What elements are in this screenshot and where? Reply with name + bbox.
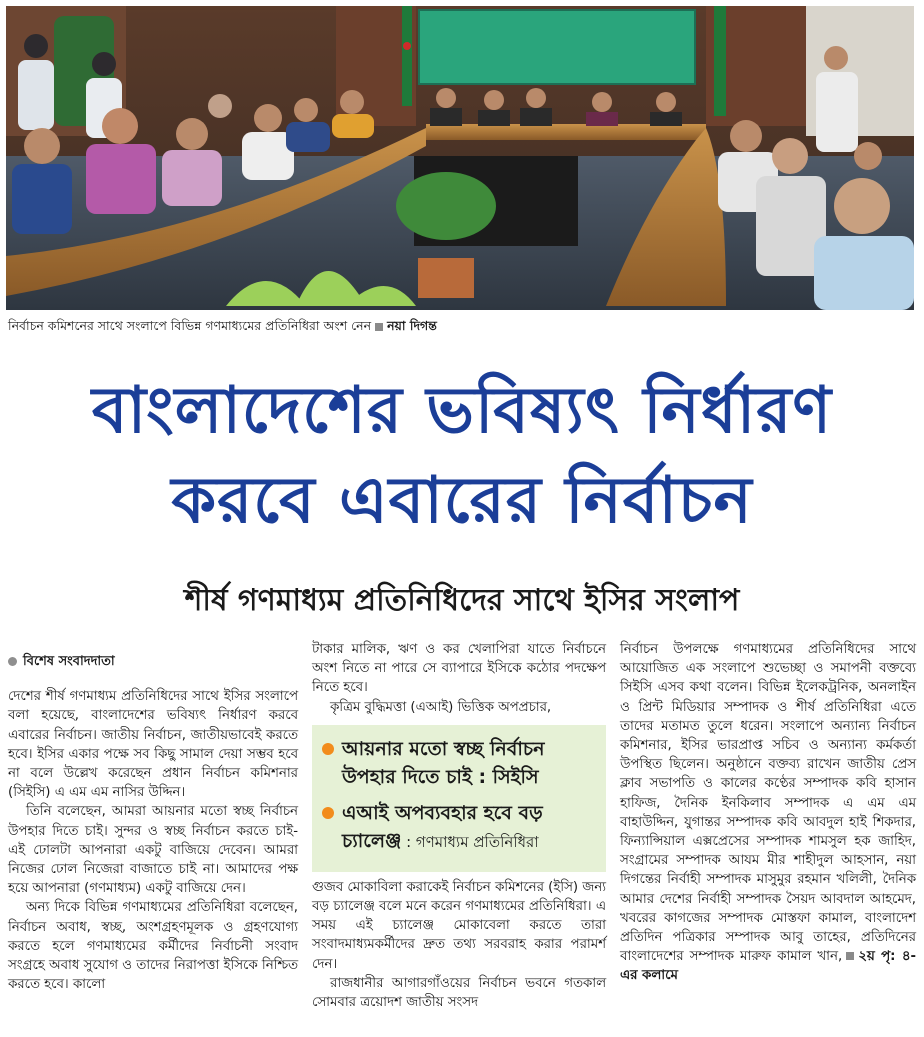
article-column-1 (8, 640, 298, 994)
paragraph: টাকার মালিক, ঋণ ও কর খেলাপিরা যাতে নির্বাচনে অংশ নিতে না পারে সে ব্যাপারে ইসিকে কঠোর পদক্ষেপ নিতে হবে। (312, 642, 606, 696)
meeting-room-illustration (6, 6, 914, 310)
photo-credit: নয়া দিগন্ত (387, 318, 437, 333)
paragraph: কৃত্রিম বুদ্ধিমত্তা (এআই) ভিত্তিক অপপ্রচার, (330, 699, 552, 715)
byline (8, 652, 298, 671)
orange-bullet-icon (322, 743, 334, 755)
byline-bullet-icon (8, 657, 17, 666)
highlight-attribution: : সিইসি (471, 765, 539, 788)
orange-bullet-icon (322, 807, 334, 819)
paragraph: অন্য দিকে বিভিন্ন গণমাধ্যমের প্রতিনিধিরা বলেছেন, নির্বাচন অবাধ, স্বচ্ছ, অংশগ্রহণমূলক ও গ্রহণযোগ্য করতে হলে গণমাধ্যমের কর্মীদের নির্বাচনী সংবাদ সংগ্রহে অবাধ সুযোগ ও তাদের নিরাপত্তা ইসিকে নিশ্চিত করতে হবে। কালো (8, 900, 298, 993)
paragraph (620, 640, 916, 986)
news-photo (6, 6, 914, 310)
continued-note[interactable]: ২য় পৃ: ৪-এর কলামে (620, 949, 916, 984)
highlight-quote: এআই অপব্যবহার হবে বড় চ্যালেঞ্জ (342, 801, 543, 852)
byline-text: বিশেষ সংবাদদাতা (23, 654, 115, 669)
highlight-quote: আয়নার মতো স্বচ্ছ নির্বাচন উপহার দিতে চাই (342, 737, 545, 788)
article-column-3 (620, 640, 916, 986)
paragraph: দেশের শীর্ষ গণমাধ্যম প্রতিনিধিদের সাথে ইসির সংলাপে বলা হয়েছে, বাংলাদেশের ভবিষ্যৎ নির্ধারণ করবে এবারের নির্বাচন। জাতীয় নির্বাচন, জাতীয়ভাবেই করতে হবে। ইসির একার পক্ষে সব কিছু সামাল দেয়া সম্ভব হবে না বলে উল্লেখ করেছেন প্রধান নির্বাচন কমিশনার (সিইসি) এ এম এম নাসির উদ্দিন। (8, 689, 298, 801)
continued-marker-icon (846, 952, 854, 960)
paragraph: রাজধানীর আগারগাঁওয়ের নির্বাচন ভবনে গতকাল সোমবার ত্রয়োদশ জাতীয় সংসদ (312, 975, 606, 1011)
headline-line-1: বাংলাদেশের ভবিষ্যৎ নির্ধারণ (91, 374, 833, 448)
subheadline: শীর্ষ গণমাধ্যম প্রতিনিধিদের সাথে ইসির সংলাপ (184, 583, 740, 618)
caption-text: নির্বাচন কমিশনের সাথে সংলাপে বিভিন্ন গণমাধ্যমের প্রতিনিধিরা অংশ নেন (8, 318, 372, 333)
paragraph: তিনি বলেছেন, আমরা আয়নার মতো স্বচ্ছ নির্বাচন উপহার দিতে চাই। সুন্দর ও স্বচ্ছ নির্বাচন করতে চাই- এই ঢোলটা আপনারা একটু বাজিয়ে দেবেন। আমরা নিজের ঢোল নিজেরা বাজাতে চাই না। আমাদের পক্ষ হয়ে আপনারা (গণমাধ্যম) একটু বাজিয়ে দেন। (8, 804, 298, 897)
headline-line-2: করবে এবারের নির্বাচন (171, 464, 753, 538)
highlight-attribution: : গণমাধ্যম প্রতিনিধিরা (401, 832, 539, 851)
paragraph-text: নির্বাচন উপলক্ষে গণমাধ্যমের প্রতিনিধিদের সাথে আয়োজিত এক সংলাপে শুভেচ্ছা ও সমাপনী বক্তব্যে সিইসি এসব কথা বলেন। বিভিন্ন ইলেকট্রনিক, অনলাইন ও প্রিন্ট মিডিয়ার সম্পাদক ও শীর্ষ প্রতিনিধিরা এতে তাদের মতামত তুলে ধরেন। সংলাপে অন্যান্য নির্বাচন কমিশনার, ইসির ভারপ্রাপ্ত সচিব ও অন্যান্য কর্মকর্তা উপস্থিত ছিলেন। অনুষ্ঠানে বক্তব্য রাখেন জাতীয় প্রেস ক্লাব সভাপতি ও কালের কণ্ঠের সম্পাদক কবি হাসান হাফিজ, দৈনিক ইনকিলাব সম্পাদক এ এম এম বাহাউদ্দিন, যুগান্তর সম্পাদক কবি আবদুল হাই শিকদার, ফিন্যান্সিয়াল এক্সপ্রেসের সম্পাদক শামসুল হক জাহিদ, সংগ্রামের সম্পাদক আযম মীর শাহীদুল আহসান, নয়া দিগন্তের নির্বাহী সম্পাদক মাসুমুর রহমান খলিলী, দৈনিক আমার দেশের নির্বাহী সম্পাদক সৈয়দ আবদাল আহমেদ, খবরের কাগজের সম্পাদক মোস্তফা কামাল, বাংলাদেশ প্রতিদিন পত্রিকার সম্পাদক আবু তাহের, প্রতিদিনের বাংলাদেশের সম্পাদক মারুফ কামাল খান, (620, 642, 916, 965)
paragraph: গুজব মোকাবিলা করাকেই নির্বাচন কমিশনের (ইসি) জন্য বড় চ্যালেঞ্জ বলে মনে করেন গণমাধ্যমের প্রতিনিধিরা। এ সময় এই চ্যালেঞ্জ মোকাবেলা করতে তারা সংবাদমাধ্যমকর্মীদের দ্রুত তথ্য সরবরাহ করার পরামর্শ দেন। (312, 879, 606, 972)
caption-separator-icon (375, 323, 383, 331)
highlight-item (322, 799, 598, 856)
highlight-item (322, 735, 598, 791)
highlight-box (312, 725, 606, 872)
photo-caption (8, 318, 916, 338)
headline (0, 366, 924, 546)
article-column-2 (312, 640, 606, 1012)
